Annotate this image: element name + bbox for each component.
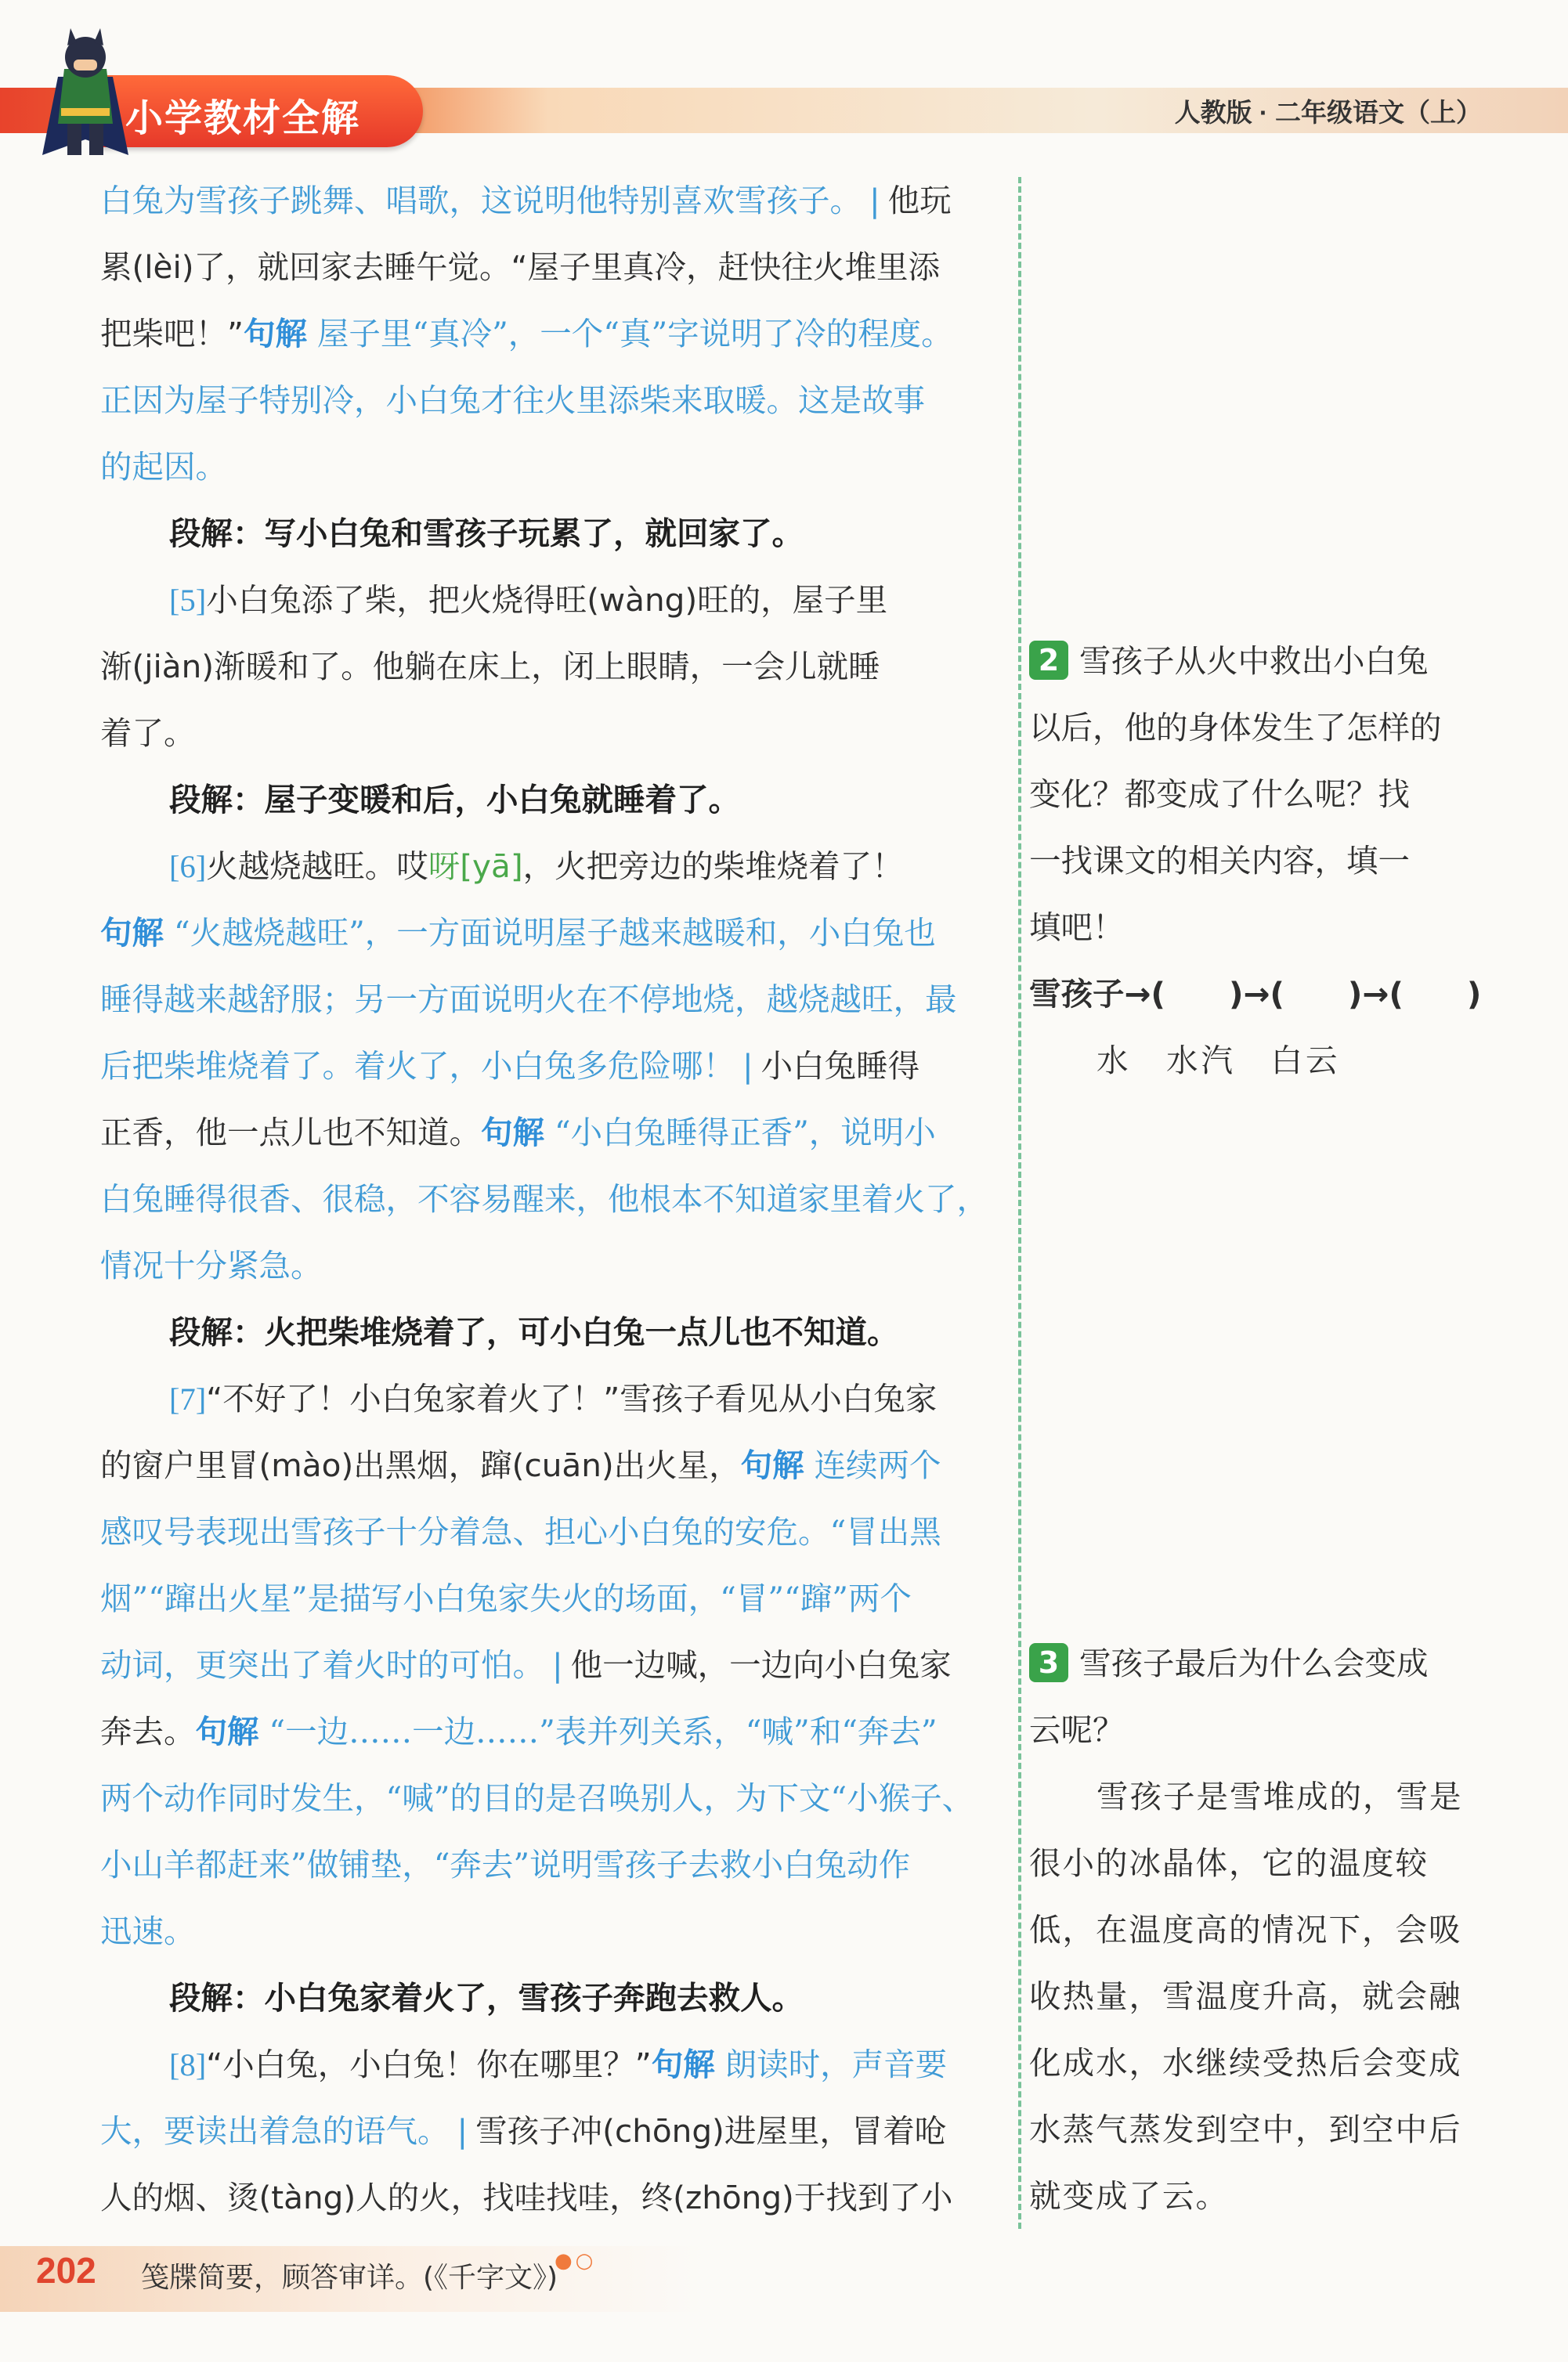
- body-text: “不好了！小白兔家着火了！”雪孩子看见从小白兔家: [206, 1380, 938, 1418]
- sentence-note: 睡得越来越舒服；另一方面说明火在不停地烧，越烧越旺，最: [100, 981, 957, 1018]
- sentence-note-tag: 句解: [195, 1713, 259, 1750]
- sentence-note: 屋子里“真冷”，一个“真”字说明了冷的程度。: [306, 315, 953, 352]
- question-number-badge: 3: [1029, 1643, 1068, 1682]
- question-text: 填吧！: [1029, 908, 1125, 946]
- answer-options: 水 水汽 白云: [1097, 1042, 1341, 1079]
- body-text: 他玩: [887, 182, 952, 219]
- sentence-note: 迅速。: [100, 1912, 196, 1950]
- body-text: 正香，他一点儿也不知道。: [100, 1114, 481, 1151]
- note-separator: |: [742, 1047, 753, 1085]
- body-text: 火越烧越旺。哎: [206, 847, 428, 885]
- series-title: 小学教材全解: [125, 98, 361, 139]
- question-text: 云呢？: [1029, 1711, 1125, 1749]
- answer-text: 雪孩子是雪堆成的，雪是: [1097, 1778, 1463, 1815]
- body-text: 累(lèi)了，就回家去睡午觉。“屋子里真冷，赶快往火堆里添: [100, 248, 941, 286]
- answer-text: 低，在温度高的情况下，会吸: [1029, 1911, 1462, 1948]
- answer-text: 收热量，雪温度升高，就会融: [1029, 1977, 1462, 2015]
- sentence-note: “小白兔睡得正香”，说明小: [544, 1114, 936, 1151]
- paragraph-8: [100, 2032, 993, 2231]
- sentence-note: “火越烧越旺”，一方面说明屋子越来越暖和，小白兔也: [164, 914, 936, 952]
- body-text: 的窗户里冒(mào)出黑烟，蹿(cuān)出火星，: [100, 1446, 741, 1484]
- paragraph-number: [6]: [169, 849, 207, 884]
- sentence-note-tag: 句解: [243, 315, 307, 352]
- sentence-note: 动词，更突出了着火时的可怕。: [100, 1646, 544, 1684]
- body-text: 着了。: [100, 714, 196, 752]
- paragraph-summary: 段解：屋子变暖和后，小白兔就睡着了。: [169, 782, 740, 818]
- paragraph-summary: 段解：写小白兔和雪孩子玩累了，就回家了。: [169, 515, 804, 551]
- sentence-note: 正因为屋子特别冷，小白兔才往火里添柴来取暖。这是故事: [100, 381, 925, 419]
- paragraph-number: [5]: [169, 583, 207, 618]
- sentence-note: 的起因。: [100, 448, 227, 486]
- paragraph-4-continued: [100, 168, 993, 500]
- sentence-note-tag: 句解: [481, 1114, 544, 1151]
- paragraph-5: [100, 567, 993, 767]
- body-text: 小白兔添了柴，把火烧得旺(wàng)旺的，屋子里: [206, 581, 888, 619]
- answer-text: 水蒸气蒸发到空中，到空中后: [1029, 2111, 1462, 2148]
- paragraph-summary: 段解：小白兔家着火了，雪孩子奔跑去救人。: [169, 1980, 804, 2016]
- sentence-note: 大，要读出着急的语气。: [100, 2112, 450, 2150]
- sentence-note: 朗读时，声音要: [714, 2046, 948, 2083]
- paragraph-summary: 段解：火把柴堆烧着了，可小白兔一点儿也不知道。: [169, 1314, 899, 1350]
- body-text: 小白兔睡得: [761, 1047, 920, 1085]
- question-text: 变化？都变成了什么呢？找: [1029, 775, 1410, 813]
- main-text-column: [100, 168, 993, 2231]
- fill-in-chain: 雪孩子→( )→( )→( ): [1029, 975, 1482, 1013]
- question-text: 雪孩子最后为什么会变成: [1079, 1645, 1429, 1682]
- side-question-3: [1029, 1631, 1499, 2230]
- sentence-note: 白兔睡得很香、很稳，不容易醒来，他根本不知道家里着火了，: [100, 1180, 988, 1218]
- paragraph-number: [8]: [169, 2047, 207, 2082]
- note-separator: |: [869, 182, 880, 219]
- decorative-dots-icon: ●○: [555, 2249, 597, 2273]
- paragraph-6: [100, 833, 993, 1299]
- answer-text: 化成水，水继续受热后会变成: [1029, 2044, 1462, 2082]
- body-text: ，火把旁边的柴堆烧着了！: [522, 847, 904, 885]
- note-separator: |: [457, 2112, 468, 2150]
- sentence-note: 两个动作同时发生，“喊”的目的是召唤别人，为下文“小猴子、: [100, 1779, 974, 1817]
- paragraph-7: [100, 1366, 993, 1965]
- body-text: 人的烟、烫(tàng)人的火，找哇找哇，终(zhōng)于找到了小: [100, 2179, 953, 2216]
- side-question-2: [1029, 628, 1499, 1094]
- body-text: 渐(jiàn)渐暖和了。他躺在床上，闭上眼睛，一会儿就睡: [100, 648, 880, 685]
- body-text: 奔去。: [100, 1713, 196, 1750]
- body-text: 他一边喊，一边向小白兔家: [570, 1646, 952, 1684]
- question-number-badge: 2: [1029, 641, 1068, 680]
- sentence-note-tag: 句解: [740, 1446, 804, 1484]
- sentence-note: 情况十分紧急。: [100, 1247, 323, 1284]
- answer-text: 很小的冰晶体，它的温度较: [1029, 1844, 1429, 1882]
- sentence-note: 感叹号表现出雪孩子十分着急、担心小白兔的安危。“冒出黑: [100, 1513, 941, 1551]
- question-text: 以后，他的身体发生了怎样的: [1029, 709, 1442, 746]
- sentence-note: 连续两个: [804, 1446, 941, 1484]
- answer-text: 就变成了云。: [1029, 2177, 1229, 2215]
- page-number: 202: [36, 2250, 96, 2291]
- sentence-note: “一边……一边……”表并列关系，“喊”和“奔去”: [258, 1713, 938, 1750]
- footer-quote: 笺牒简要，顾答审详。(《千字文》): [141, 2262, 558, 2294]
- sentence-note: 后把柴堆烧着了。着火了，小白兔多危险哪！: [100, 1047, 735, 1085]
- question-text: 一找课文的相关内容，填一: [1029, 842, 1410, 879]
- sentence-note: 小山羊都赶来”做铺垫，“奔去”说明雪孩子去救小白兔动作: [100, 1846, 911, 1883]
- sentence-note-tag: 句解: [100, 914, 164, 952]
- note-separator: |: [552, 1646, 563, 1684]
- column-divider: [1018, 177, 1021, 2229]
- body-text: 把柴吧！”: [100, 315, 244, 352]
- edition-label: 人教版 · 二年级语文（上）: [1174, 98, 1482, 127]
- body-text: “小白兔，小白兔！你在哪里？”: [206, 2046, 652, 2083]
- question-text: 雪孩子从火中救出小白兔: [1079, 642, 1429, 680]
- paragraph-number: [7]: [169, 1381, 207, 1417]
- body-text: 雪孩子冲(chōng)进屋里，冒着呛: [475, 2112, 947, 2150]
- sentence-note-tag: 句解: [651, 2046, 715, 2083]
- pinyin-note: 呀[yā]: [428, 847, 523, 885]
- sentence-note: 烟”“蹿出火星”是描写小白兔家失火的场面，“冒”“蹿”两个: [100, 1580, 912, 1617]
- sentence-note: 白兔为雪孩子跳舞、唱歌，这说明他特别喜欢雪孩子。: [100, 182, 862, 219]
